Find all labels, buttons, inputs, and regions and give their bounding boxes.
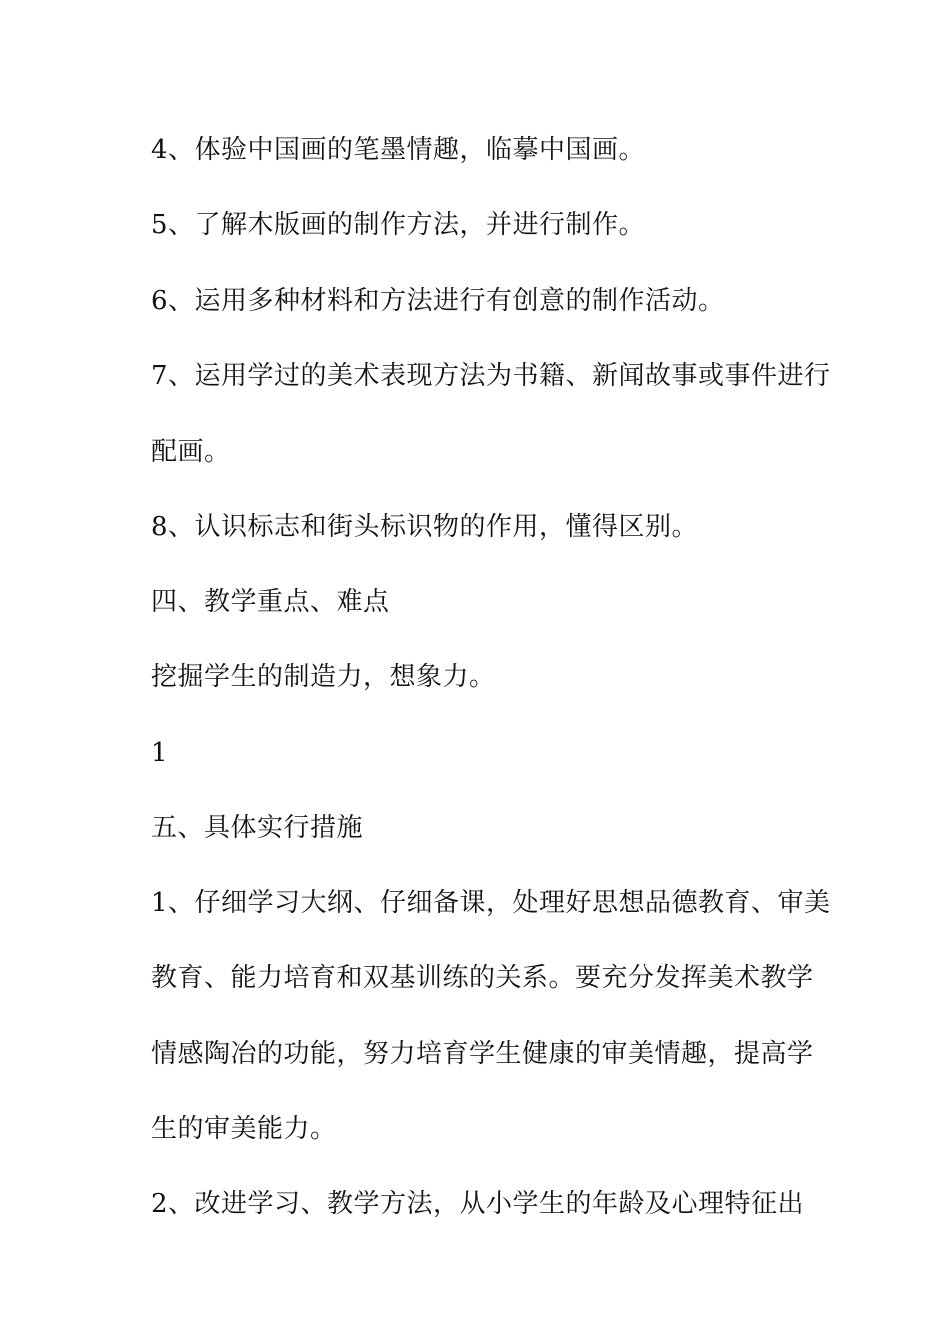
measure-2-line-1: 2、改进学习、教学方法，从小学生的年龄及心理特征出 <box>151 1189 805 1219</box>
paragraph-key-points: 挖掘学生的制造力，想象力。 <box>151 662 496 692</box>
section-heading-5: 五、具体实行措施 <box>151 813 364 843</box>
section-heading-4: 四、教学重点、难点 <box>151 587 390 617</box>
measure-1-line-4: 生的审美能力。 <box>151 1114 337 1144</box>
page-number: 1 <box>151 738 169 768</box>
list-item-7-line-1: 7、运用学过的美术表现方法为书籍、新闻故事或事件进行 <box>151 361 831 391</box>
measure-1-line-3: 情感陶冶的功能，努力培育学生健康的审美情趣，提高学 <box>151 1039 814 1069</box>
list-item-4: 4、体验中国画的笔墨情趣，临摹中国画。 <box>151 135 646 165</box>
measure-1-line-2: 教育、能力培育和双基训练的关系。要充分发挥美术教学 <box>151 963 814 993</box>
list-item-8: 8、认识标志和街头标识物的作用，懂得区别。 <box>151 512 699 542</box>
list-item-7-line-2: 配画。 <box>151 437 231 467</box>
list-item-6: 6、运用多种材料和方法进行有创意的制作活动。 <box>151 286 725 316</box>
list-item-5: 5、了解木版画的制作方法，并进行制作。 <box>151 210 646 240</box>
measure-1-line-1: 1、仔细学习大纲、仔细备课，处理好思想品德教育、审美 <box>151 888 831 918</box>
